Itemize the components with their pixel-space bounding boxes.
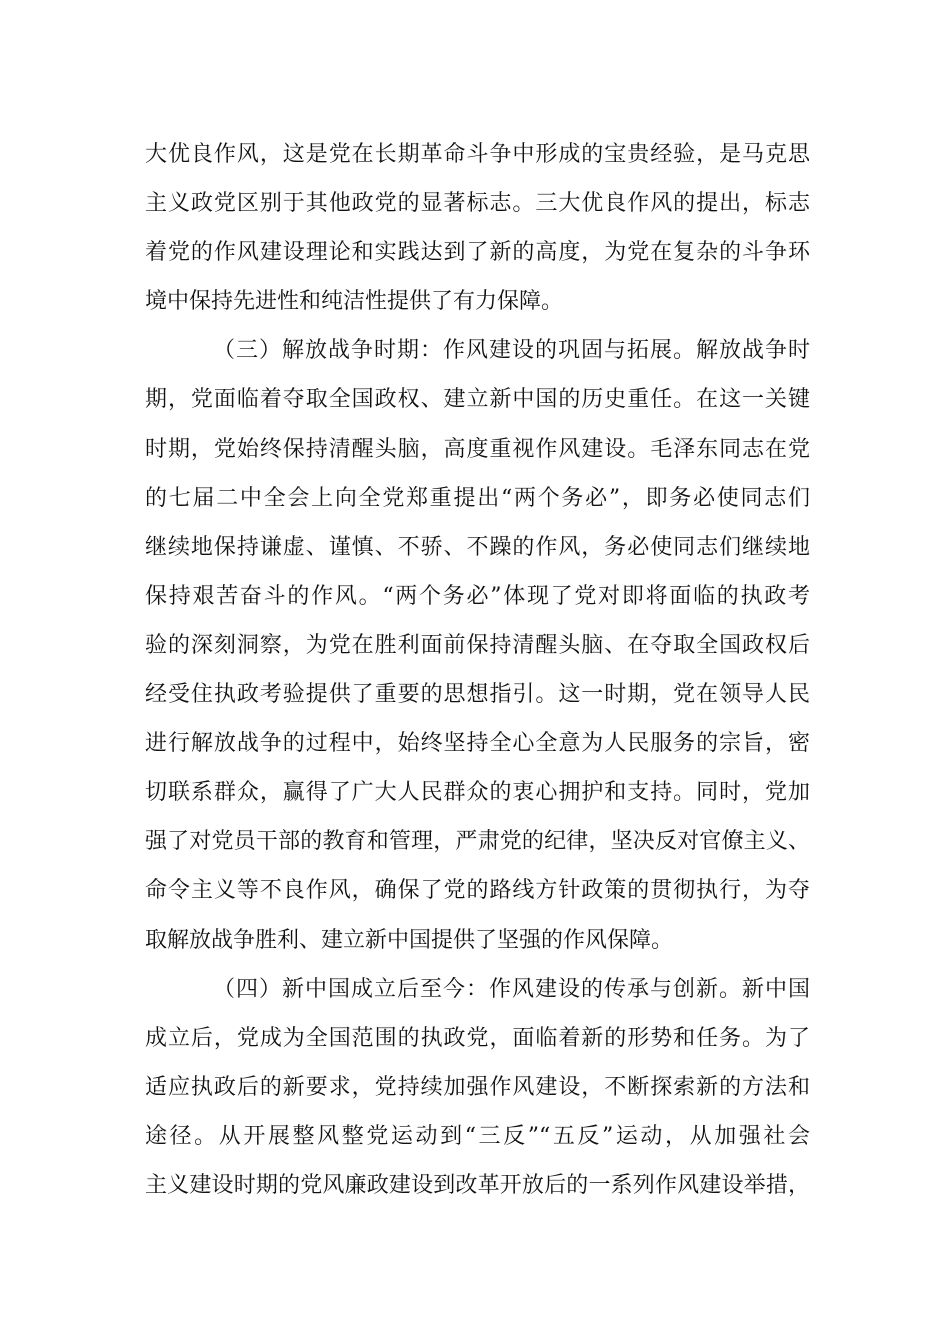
text-line: 取解放战争胜利、建立新中国提供了坚强的作风保障。 xyxy=(145,927,674,953)
text-line: 经受住执政考验提供了重要的思想指引。这一时期，党在领导人民 xyxy=(145,682,810,708)
text-line: 时期，党始终保持清醒头脑，高度重视作风建设。毛泽东同志在党 xyxy=(145,436,810,462)
text-line: 着党的作风建设理论和实践达到了新的高度，为党在复杂的斗争环 xyxy=(145,240,810,266)
paragraph-1 xyxy=(145,130,810,326)
text-line: 继续地保持谦虚、谨慎、不骄、不躁的作风，务必使同志们继续地 xyxy=(145,534,810,560)
paragraph-2 xyxy=(145,326,810,964)
text-line: 适应执政后的新要求，党持续加强作风建设，不断探索新的方法和 xyxy=(145,1074,810,1100)
paragraph-3 xyxy=(145,965,810,1210)
body-text xyxy=(145,130,810,1210)
text-line: 成立后，党成为全国范围的执政党，面临着新的形势和任务。为了 xyxy=(145,1025,810,1051)
text-line: 途径。从开展整风整党运动到“三反”“五反”运动，从加强社会 xyxy=(145,1123,810,1149)
text-line: 强了对党员干部的教育和管理，严肃党的纪律，坚决反对官僚主义、 xyxy=(145,829,810,855)
text-line: 保持艰苦奋斗的作风。“两个务必”体现了党对即将面临的执政考 xyxy=(145,583,810,609)
text-line: 切联系群众，赢得了广大人民群众的衷心拥护和支持。同时，党加 xyxy=(145,780,810,806)
text-line: 主义政党区别于其他政党的显著标志。三大优良作风的提出，标志 xyxy=(145,191,810,217)
text-line: 命令主义等不良作风，确保了党的路线方针政策的贯彻执行，为夺 xyxy=(145,878,810,904)
text-line: 境中保持先进性和纯洁性提供了有力保障。 xyxy=(145,289,564,315)
text-line: 验的深刻洞察，为党在胜利面前保持清醒头脑、在夺取全国政权后 xyxy=(145,632,810,658)
text-line: 期，党面临着夺取全国政权、建立新中国的历史重任。在这一关键 xyxy=(145,387,810,413)
text-line: 大优良作风，这是党在长期革命斗争中形成的宝贵经验，是马克思 xyxy=(145,142,810,167)
text-line: 进行解放战争的过程中，始终坚持全心全意为人民服务的宗旨，密 xyxy=(145,731,810,757)
section-heading-line: （四）新中国成立后至今：作风建设的传承与创新。新中国 xyxy=(213,976,810,1002)
text-line: 主义建设时期的党风廉政建设到改革开放后的一系列作风建设举措， xyxy=(145,1172,810,1198)
text-line: 的七届二中全会上向全党郑重提出“两个务必”，即务必使同志们 xyxy=(145,485,810,511)
section-heading-line: （三）解放战争时期：作风建设的巩固与拓展。解放战争时 xyxy=(213,338,810,364)
